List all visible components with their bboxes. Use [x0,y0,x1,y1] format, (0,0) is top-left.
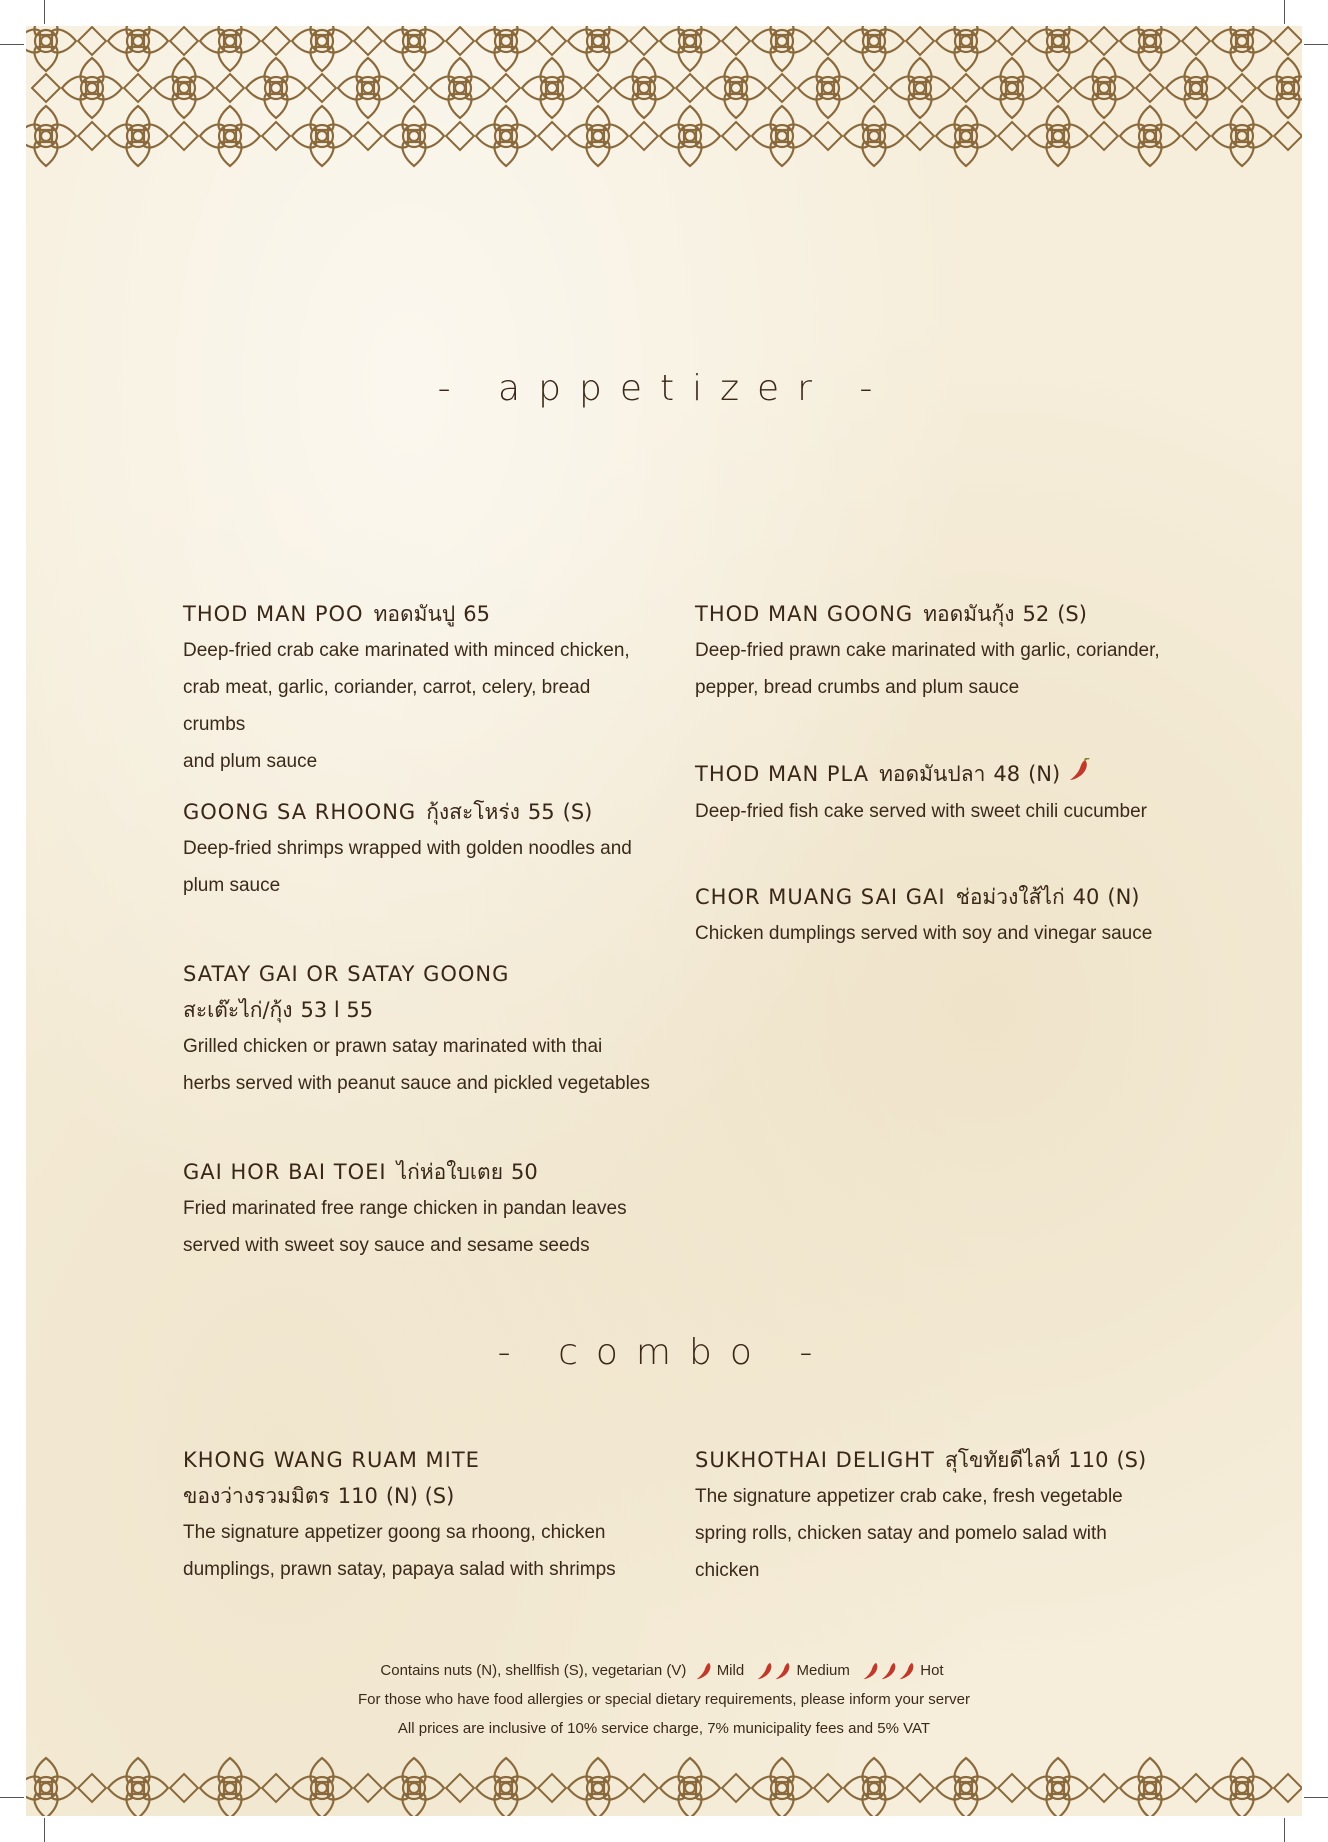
item-name: THOD MAN POO [183,602,364,626]
item-price: 110 [1068,1448,1109,1472]
item-description-line: Deep-fried crab cake marinated with minced chicken, [183,640,630,661]
item-name: GAI HOR BAI TOEI [183,1160,387,1184]
combo-section-title: - combo - [497,1332,831,1373]
item-price: 40 [1072,885,1100,909]
item-allergen-tag: (N) (S) [385,1484,455,1508]
item-description-line: Deep-fried prawn cake marinated with garlic, coriander, [695,640,1160,661]
item-thai-name: ทอดมันปู [373,602,456,626]
item-description-line: served with sweet soy sauce and sesame seeds [183,1235,590,1256]
item-name: GOONG SA RHOONG [183,800,417,824]
item-description-line: The signature appetizer crab cake, fresh vegetable [695,1486,1123,1507]
item-name: THOD MAN GOONG [695,602,914,626]
item-allergen-tag: (N) [1028,762,1061,786]
chili-icon [1068,757,1090,793]
item-price: 48 [993,762,1021,786]
crop-mark [44,1818,45,1842]
legend-medium: Medium [796,1662,850,1679]
item-thai-name: สะเต๊ะไก่/กุ้ง [183,998,293,1022]
item-description-line: Fried marinated free range chicken in pandan leaves [183,1198,627,1219]
crop-mark [44,0,45,24]
crop-mark [0,44,24,45]
item-price: 55 [527,800,555,824]
chili-icon [862,1661,880,1681]
legend-prefix: Contains nuts (N), shellfish (S), vegetarian (V) [380,1662,687,1679]
menu-item-khong-wang-ruam-mite [183,1442,653,1588]
item-allergen-tag: (S) [1057,602,1087,626]
item-allergen-tag: (N) [1107,885,1140,909]
menu-page [26,26,1302,1816]
item-thai-name: ไก่ห่อใบเตย [396,1160,503,1184]
item-thai-name: ทอดมันกุ้ง [923,602,1015,626]
item-description-line: crab meat, garlic, coriander, carrot, celery, bread crumbs [183,677,591,735]
price-note: All prices are inclusive of 10% service charge, 7% municipality fees and 5% VAT [397,1720,931,1737]
menu-item-sukhothai-delight [695,1442,1165,1589]
item-description-line: herbs served with peanut sauce and pickled vegetables [183,1073,650,1094]
item-description-line: spring rolls, chicken satay and pomelo salad with [695,1523,1107,1544]
menu-item-gai-hor-bai-toei [183,1154,653,1264]
item-description-line: dumplings, prawn satay, papaya salad with shrimps [183,1559,616,1580]
crop-mark [1304,44,1328,45]
item-price: 50 [511,1160,538,1184]
item-description-line: Deep-fried shrimps wrapped with golden noodles and [183,838,632,859]
menu-item-thod-man-pla [695,756,1165,830]
chili-icon [898,1661,916,1681]
item-price: 110 [337,1484,378,1508]
legend-hot: Hot [920,1662,944,1679]
menu-item-thod-man-poo [183,596,653,780]
item-thai-name: ทอดมันปลา [879,762,986,786]
chili-icon [774,1661,792,1681]
legend-mild: Mild [716,1662,745,1679]
chili-icon [695,1661,713,1681]
item-name: KHONG WANG RUAM MITE [183,1448,480,1472]
allergen-legend [26,1656,1302,1685]
crop-mark [0,1797,24,1798]
menu-item-goong-sa-rhoong [183,794,653,904]
item-name: CHOR MUANG SAI GAI [695,885,946,909]
item-thai-name: ช่อม่วงใส้ไก่ [955,885,1065,909]
item-allergen-tag: (S) [562,800,593,824]
item-description-line: The signature appetizer goong sa rhoong, chicken [183,1522,606,1543]
item-thai-name: กุ้งสะโหร่ง [426,800,520,824]
item-thai-name: ของว่างรวมมิตร [183,1484,330,1508]
item-price: 65 [463,602,490,626]
item-description-line: Deep-fried fish cake served with sweet chili cucumber [695,801,1147,822]
item-name: SUKHOTHAI DELIGHT [695,1448,935,1472]
crop-mark [1284,1818,1285,1842]
footer-notes [26,1656,1302,1743]
bottom-ornament-band [26,1754,1302,1816]
item-thai-name: สุโขทัยดีไลท์ [944,1448,1061,1472]
item-name: SATAY GAI OR SATAY GOONG [183,962,510,986]
chili-icon [756,1661,774,1681]
item-price: 53 l 55 [300,998,374,1022]
menu-item-satay [183,956,653,1102]
item-name: THOD MAN PLA [695,762,870,786]
crop-mark [1284,0,1285,24]
item-description-line: Chicken dumplings served with soy and vinegar sauce [695,923,1153,944]
chili-icon [880,1661,898,1681]
crop-mark [1304,1797,1328,1798]
item-description-line: plum sauce [183,875,281,896]
menu-item-chor-muang-sai-gai [695,879,1165,952]
item-allergen-tag: (S) [1116,1448,1147,1472]
item-price: 52 [1022,602,1050,626]
item-description-line: pepper, bread crumbs and plum sauce [695,677,1020,698]
top-ornament-band [26,26,1302,178]
item-description-line: and plum sauce [183,751,318,772]
item-description-line: chicken [695,1560,760,1581]
menu-item-thod-man-goong [695,596,1165,706]
appetizer-section-title: - appetizer - [437,368,891,409]
allergy-note: For those who have food allergies or special dietary requirements, please inform your server [358,1691,970,1708]
item-description-line: Grilled chicken or prawn satay marinated with thai [183,1036,603,1057]
